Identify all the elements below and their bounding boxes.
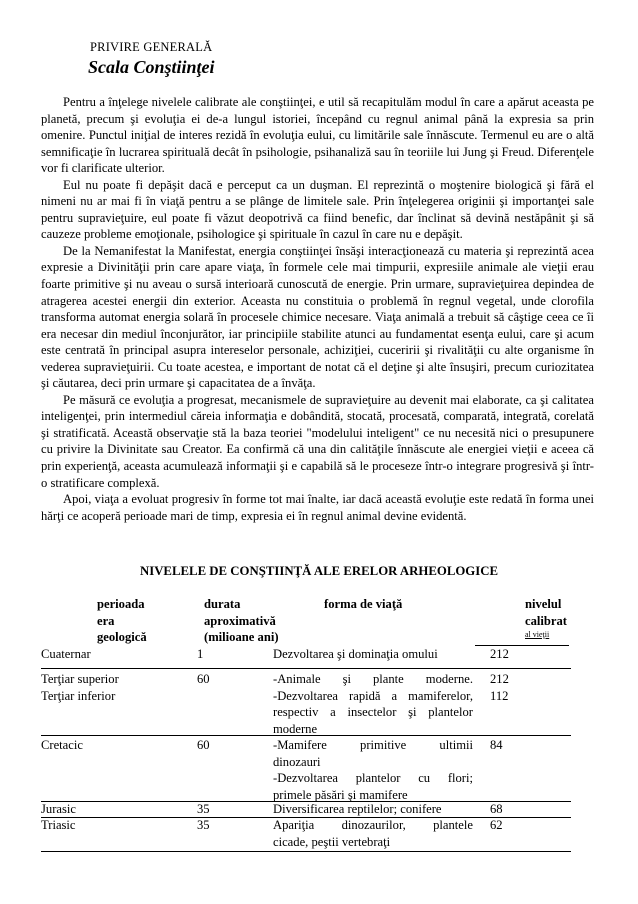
form-line: -Animale şi plante moderne. [273, 672, 473, 686]
form-line: -Dezvoltarea rapidă a mamiferelor, [273, 688, 473, 703]
table-cell-form [273, 801, 473, 818]
header-level-small: al vieţii [525, 630, 550, 639]
table-cell-form [273, 737, 473, 803]
era-line: Cuaternar [41, 647, 91, 661]
header-form-line: forma de viaţă [324, 597, 403, 611]
body-text [41, 94, 594, 524]
table-cell-level [490, 671, 550, 704]
page-title: Scala Conştiinţei [88, 57, 215, 77]
row-rule [41, 668, 571, 669]
form-line: Dezvoltarea şi dominaţia omului [273, 647, 438, 661]
form-line: dinozauri [273, 754, 321, 769]
table-cell-level [490, 737, 550, 754]
table-cell-era [41, 801, 191, 818]
paragraph: Eul nu poate fi depăşit dacă e perceput ca un duşman. El reprezintă o moştenire biologică şi fără el nimeni nu ar mai fi în viaţă pentru a se plânge de limitele sale. Prin înţelegerea originii şi importanţei sale pentru supravieţuire, eul poate fi văzut deopotrivă ca fiind benefic, dar înclinat să devină nestăpânit şi să cauzeze probleme emoţionale, psihologice şi spirituale în cazul în care nu e depăşit. [41, 177, 594, 242]
section-eyebrow: PRIVIRE GENERALĂ [90, 40, 213, 54]
form-line: moderne [273, 721, 318, 736]
paragraph: Apoi, viaţa a evoluat progresiv în forme tot mai înalte, iar dacă această evoluţie este redată în forma unei hărţi ce acoperă perioade mari de timp, expresia ei în regnul animal devine evidentă. [41, 492, 594, 523]
table-cell-duration: 35 [197, 818, 210, 832]
header-duration-line: (milioane ani) [204, 630, 279, 644]
table-cell-duration: 35 [197, 802, 210, 816]
paragraph: Pe măsură ce evoluţia a progresat, mecanismele de supravieţuire au devenit mai elaborate, ca şi calitatea inteligenţei, prin intermediul căreia informaţia e dobândită, stocată, procesată, comparată, integrată, corelată şi stratificată. Această observaţie stă la baza teoriei "modelului inteligent" ce nu necesită nici o presupunere cu privire la Divinitate sau Creator. Ea confirmă că una din calităţile înnăscute ale energiei vieţii e aceea că prin experienţă, aceasta acumulează informaţii şi e capabilă să le proceseze într-o integrare progresivă şi într-o stratificare complexă. [41, 392, 594, 490]
row-rule [41, 735, 571, 736]
form-line: -Mamifere primitive ultimii [273, 738, 473, 752]
table-cell-duration: 1 [197, 647, 204, 661]
header-duration-line: durata [204, 597, 241, 611]
table-cell-form [273, 817, 473, 850]
era-line: Cretacic [41, 738, 83, 752]
header-era [97, 596, 147, 646]
level-line: 84 [490, 738, 503, 752]
table-cell-level [490, 801, 550, 818]
header-level-line: nivelul [525, 597, 562, 611]
level-line: 212 [490, 672, 509, 686]
table-cell-era [41, 671, 191, 704]
table-title: NIVELELE DE CONŞTIINŢĂ ALE ERELOR ARHEOLOGICE [139, 564, 499, 578]
level-line: 62 [490, 818, 503, 832]
era-line: Jurasic [41, 802, 76, 816]
era-line: Triasic [41, 818, 76, 832]
header-era-line: perioada [97, 597, 145, 611]
era-line: Terţiar inferior [41, 688, 116, 703]
header-level [525, 596, 567, 641]
row-rule [41, 851, 571, 852]
level-line: 68 [490, 802, 503, 816]
table-cell-era [41, 737, 191, 754]
header-duration [204, 596, 279, 646]
table-cell-duration: 60 [197, 672, 210, 686]
table-cell-form [273, 671, 473, 737]
form-line: -Dezvoltarea plantelor cu flori; [273, 771, 473, 785]
table-cell-era [41, 817, 191, 834]
table-cell-era [41, 646, 191, 663]
form-line: primele păsări şi mamifere [273, 787, 408, 802]
form-line: respectiv a insectelor şi plantelor [273, 705, 473, 719]
header-level-line: calibrat [525, 613, 567, 628]
form-line: cicade, peştii vertebraţi [273, 834, 391, 849]
level-line: 112 [490, 688, 509, 703]
table-cell-duration: 60 [197, 738, 210, 752]
level-line: 212 [490, 647, 509, 661]
table-cell-level [490, 646, 550, 663]
header-form [324, 596, 402, 613]
form-line: Diversificarea reptilelor; conifere [273, 802, 442, 816]
table-cell-form [273, 646, 473, 663]
table-cell-level [490, 817, 550, 834]
paragraph: Pentru a înţelege nivelele calibrate ale conştiinţei, e util să recapitulăm modul în care a apărut aceasta pe planetă, precum şi evoluţia ei de-a lungul istoriei, începând cu regnul animal până la expresia sa prin omenire. Punctul iniţial de interes rezidă în evoluţia eului, cu limitările sale înnăscute. Termenul eu are o altă semnificaţie în lucrarea spirituală decât în psihologie, psihanaliză sau în teoriile lui Jung şi Freud. Diferenţele vor fi clarificate ulterior. [41, 95, 594, 176]
paragraph: De la Nemanifestat la Manifestat, energia conştiinţei însăşi interacţionează cu materia şi reprezintă acea expresie a Divinităţii prin care apare viaţa, în formele cele mai timpurii, expresiile animale ale vieţii erau foarte primitive şi nu aveau o sursă interioară cunoscută de energie. Prin urmare, supravieţuirea depindea de atragerea acestei energii din exterior. Aceasta nu constituia o problemă în regnul vegetal, unde clorofila transforma automat energia solară în procesele chimice necesare. Viaţa animală a trebuit să câştige ceea ce îi era necesar din mediul înconjurător, iar principiile stabilite atunci au fundamentat esenţa eului, care şi acum este centrată în principal asupra intereselor personale, achiziţiei, cuceririi şi rivalităţii cu alte organisme în vederea supravieţuirii. Cu toate acestea, e important de notat că el deţine şi alte însuşiri, precum curiozitatea şi căutarea, deci prin urmare şi capacitatea de a învăţa. [41, 243, 594, 391]
header-duration-line: aproximativă [204, 613, 276, 628]
form-line: Apariţia dinozaurilor, plantele [273, 818, 473, 832]
header-era-line: geologică [97, 630, 147, 644]
era-line: Terţiar superior [41, 672, 119, 686]
header-era-line: era [97, 613, 115, 628]
